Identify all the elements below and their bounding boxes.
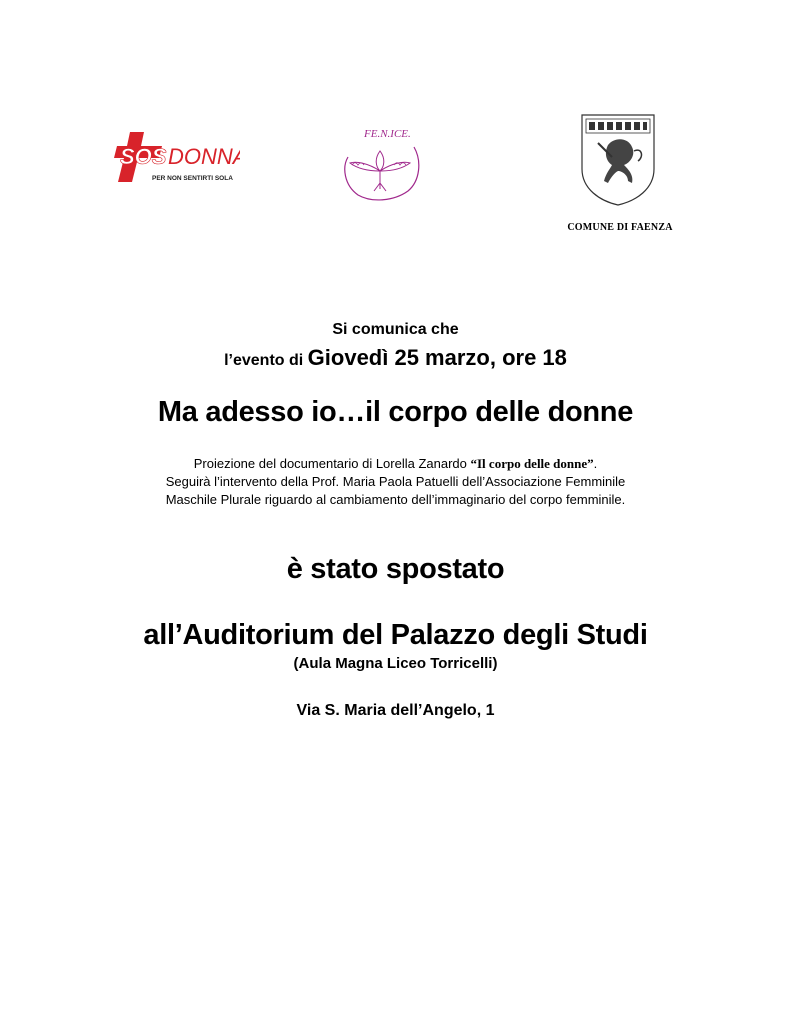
documentary-title: “Il corpo delle donne”: [470, 456, 594, 471]
event-title: Ma adesso io…il corpo delle donne: [157, 396, 634, 428]
comune-caption: COMUNE DI FAENZA: [567, 222, 673, 233]
donna-text: DONNA: [168, 144, 240, 169]
fenice-text: FE.N.ICE.: [364, 128, 411, 140]
description-text: Proiezione del documentario di Lorella Zanardo: [193, 456, 471, 471]
venue-heading: all’Auditorium del Palazzo degli Studi: [143, 619, 648, 651]
sos-tagline: PER NON SENTIRTI SOLA: [152, 175, 233, 182]
fenice-logo: [334, 125, 426, 203]
event-date: Giovedì 25 marzo, ore 18: [307, 345, 567, 370]
event-description: [0, 455, 791, 509]
description-line-1: [0, 455, 791, 473]
sos-text: SOS: [120, 144, 167, 169]
event-prefix: l’evento di: [224, 352, 304, 369]
description-line-3: Maschile Plurale riguardo al cambiamento dell’immaginario del corpo femminile.: [165, 492, 626, 507]
venue-subtitle: (Aula Magna Liceo Torricelli): [293, 655, 498, 672]
event-line: [0, 345, 791, 371]
intro-line: Si comunica che: [332, 321, 459, 338]
description-period: .: [593, 456, 598, 471]
faenza-coat-of-arms: [578, 111, 658, 207]
moved-heading: è stato spostato: [286, 553, 505, 585]
description-line-2: Seguirà l’intervento della Prof. Maria Paola Patuelli dell’Associazione Femminile: [165, 474, 626, 489]
sos-donna-logo: [112, 128, 240, 186]
venue-address: Via S. Maria dell’Angelo, 1: [296, 702, 495, 719]
